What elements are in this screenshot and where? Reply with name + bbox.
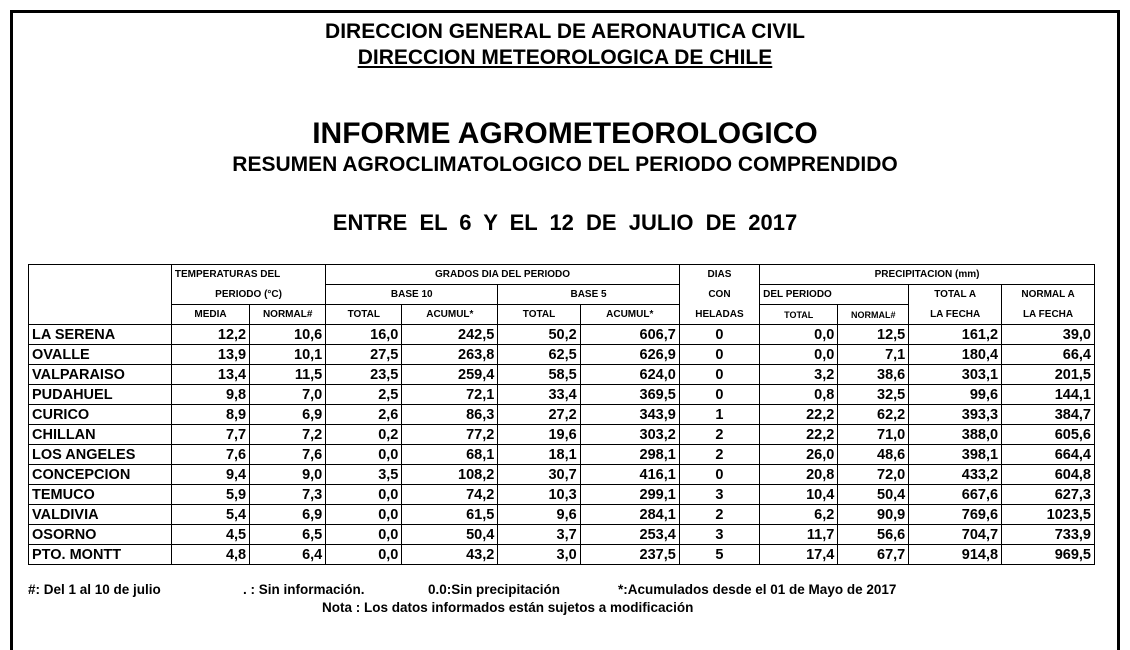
table-cell: 144,1	[1002, 385, 1095, 405]
table-cell: 4,5	[171, 525, 249, 545]
table-cell: 50,4	[838, 485, 909, 505]
table-cell: 10,6	[250, 325, 326, 345]
table-cell: 17,4	[760, 545, 838, 565]
table-cell: 3,7	[498, 525, 580, 545]
table-cell: 303,2	[580, 425, 679, 445]
table-cell: 263,8	[402, 345, 498, 365]
table-cell: 3	[679, 485, 759, 505]
header-acumul-base10: ACUMUL*	[402, 305, 498, 325]
footnote-nota: Nota : Los datos informados están sujetos a modificación	[322, 600, 694, 615]
table-cell: 62,5	[498, 345, 580, 365]
table-cell: 3,0	[498, 545, 580, 565]
table-cell: 3	[679, 525, 759, 545]
table-cell: 43,2	[402, 545, 498, 565]
table-cell: 664,4	[1002, 445, 1095, 465]
header-temp-2: PERIODO (°C)	[171, 285, 325, 305]
table-cell: 26,0	[760, 445, 838, 465]
table-cell: 71,0	[838, 425, 909, 445]
table-cell: 99,6	[909, 385, 1002, 405]
table-cell: 733,9	[1002, 525, 1095, 545]
table-cell: 23,5	[326, 365, 402, 385]
table-row	[29, 525, 1095, 545]
header-total-base10: TOTAL	[326, 305, 402, 325]
table-cell: 11,7	[760, 525, 838, 545]
table-cell: 33,4	[498, 385, 580, 405]
station-name: VALDIVIA	[29, 505, 172, 525]
table-cell: 667,6	[909, 485, 1002, 505]
table-cell: 58,5	[498, 365, 580, 385]
table-cell: 0,0	[760, 325, 838, 345]
table-cell: 0,0	[326, 445, 402, 465]
table-cell: 416,1	[580, 465, 679, 485]
table-cell: 398,1	[909, 445, 1002, 465]
table-cell: 0,0	[326, 505, 402, 525]
table-cell: 4,8	[171, 545, 249, 565]
table-cell: 6,9	[250, 405, 326, 425]
table-cell: 8,9	[171, 405, 249, 425]
table-cell: 384,7	[1002, 405, 1095, 425]
table-cell: 237,5	[580, 545, 679, 565]
table-row	[29, 345, 1095, 365]
header-dias-3: HELADAS	[679, 305, 759, 325]
table-cell: 62,2	[838, 405, 909, 425]
table-cell: 7,6	[250, 445, 326, 465]
footnote-no-info: . : Sin información.	[243, 582, 365, 597]
table-cell: 704,7	[909, 525, 1002, 545]
table-cell: 13,9	[171, 345, 249, 365]
header-acumul-base5: ACUMUL*	[580, 305, 679, 325]
table-cell: 161,2	[909, 325, 1002, 345]
table-cell: 0,2	[326, 425, 402, 445]
table-cell: 606,7	[580, 325, 679, 345]
table-cell: 18,1	[498, 445, 580, 465]
table-cell: 2,5	[326, 385, 402, 405]
table-cell: 10,4	[760, 485, 838, 505]
table-cell: 299,1	[580, 485, 679, 505]
header-total-precip: TOTAL	[760, 305, 838, 325]
station-name: PTO. MONTT	[29, 545, 172, 565]
table-cell: 9,0	[250, 465, 326, 485]
header-precip: PRECIPITACION (mm)	[760, 265, 1095, 285]
table-cell: 72,0	[838, 465, 909, 485]
header-temp-1: TEMPERATURAS DEL	[171, 265, 325, 285]
table-cell: 20,8	[760, 465, 838, 485]
table-cell: 50,2	[498, 325, 580, 345]
table-cell: 86,3	[402, 405, 498, 425]
table-cell: 303,1	[909, 365, 1002, 385]
table-cell: 68,1	[402, 445, 498, 465]
table-cell: 6,4	[250, 545, 326, 565]
header-dias-1: DIAS	[679, 265, 759, 285]
header-total-a-1: TOTAL A	[909, 285, 1002, 305]
table-cell: 30,7	[498, 465, 580, 485]
footnote-hash: #: Del 1 al 10 de julio	[28, 582, 161, 597]
table-cell: 0	[679, 365, 759, 385]
table-cell: 13,4	[171, 365, 249, 385]
station-name: CURICO	[29, 405, 172, 425]
station-name: VALPARAISO	[29, 365, 172, 385]
table-row	[29, 485, 1095, 505]
agro-summary-table	[28, 264, 1095, 565]
header-normal-a-1: NORMAL A	[1002, 285, 1095, 305]
table-cell: 0,0	[326, 485, 402, 505]
table-cell: 284,1	[580, 505, 679, 525]
header-normal-precip: NORMAL#	[838, 305, 909, 325]
table-row	[29, 405, 1095, 425]
header-dias-2: CON	[679, 285, 759, 305]
table-cell: 253,4	[580, 525, 679, 545]
table-cell: 7,0	[250, 385, 326, 405]
table-cell: 343,9	[580, 405, 679, 425]
table-cell: 627,3	[1002, 485, 1095, 505]
table-cell: 2,6	[326, 405, 402, 425]
table-cell: 9,4	[171, 465, 249, 485]
station-name: OSORNO	[29, 525, 172, 545]
table-cell: 626,9	[580, 345, 679, 365]
table-cell: 2	[679, 505, 759, 525]
table-cell: 1023,5	[1002, 505, 1095, 525]
table-cell: 0,0	[326, 545, 402, 565]
table-cell: 7,2	[250, 425, 326, 445]
table-cell: 66,4	[1002, 345, 1095, 365]
table-cell: 769,6	[909, 505, 1002, 525]
table-cell: 0	[679, 465, 759, 485]
table-cell: 27,2	[498, 405, 580, 425]
table-cell: 180,4	[909, 345, 1002, 365]
header-blank	[29, 265, 172, 285]
table-cell: 0	[679, 325, 759, 345]
table-cell: 201,5	[1002, 365, 1095, 385]
table-cell: 90,9	[838, 505, 909, 525]
table-cell: 39,0	[1002, 325, 1095, 345]
header-normal-a-2: LA FECHA	[1002, 305, 1095, 325]
table-body	[29, 325, 1095, 565]
table-cell: 12,5	[838, 325, 909, 345]
table-cell: 298,1	[580, 445, 679, 465]
table-cell: 61,5	[402, 505, 498, 525]
report-title: INFORME AGROMETEOROLOGICO	[312, 117, 818, 150]
station-name: OVALLE	[29, 345, 172, 365]
header-media: MEDIA	[171, 305, 249, 325]
table-row	[29, 325, 1095, 345]
table-cell: 72,1	[402, 385, 498, 405]
table-row	[29, 505, 1095, 525]
header-base10: BASE 10	[326, 285, 498, 305]
header-normal-temp: NORMAL#	[250, 305, 326, 325]
table-cell: 108,2	[402, 465, 498, 485]
header-grados: GRADOS DIA DEL PERIODO	[326, 265, 680, 285]
station-name: LA SERENA	[29, 325, 172, 345]
header-department: DIRECCION METEOROLOGICA DE CHILE	[357, 46, 773, 69]
table-cell: 3,5	[326, 465, 402, 485]
table-cell: 74,2	[402, 485, 498, 505]
table-row	[29, 465, 1095, 485]
table-cell: 0	[679, 385, 759, 405]
station-name: CHILLAN	[29, 425, 172, 445]
table-cell: 914,8	[909, 545, 1002, 565]
station-name: LOS ANGELES	[29, 445, 172, 465]
footnote-accumulated: *:Acumulados desde el 01 de Mayo de 2017	[618, 582, 897, 597]
header-blank-3	[29, 305, 172, 325]
station-name: PUDAHUEL	[29, 385, 172, 405]
table-cell: 67,7	[838, 545, 909, 565]
table-cell: 2	[679, 425, 759, 445]
table-cell: 22,2	[760, 425, 838, 445]
table-cell: 5,4	[171, 505, 249, 525]
table-cell: 9,8	[171, 385, 249, 405]
table-cell: 604,8	[1002, 465, 1095, 485]
table-cell: 19,6	[498, 425, 580, 445]
table-cell: 3,2	[760, 365, 838, 385]
table-cell: 5	[679, 545, 759, 565]
table-cell: 388,0	[909, 425, 1002, 445]
table-cell: 0,0	[326, 525, 402, 545]
table-cell: 605,6	[1002, 425, 1095, 445]
table-cell: 7,1	[838, 345, 909, 365]
footnote-no-precip: 0.0:Sin precipitación	[428, 582, 561, 597]
table-cell: 6,9	[250, 505, 326, 525]
table-cell: 10,1	[250, 345, 326, 365]
table-cell: 38,6	[838, 365, 909, 385]
table-cell: 0,0	[760, 345, 838, 365]
table-cell: 77,2	[402, 425, 498, 445]
table-row	[29, 425, 1095, 445]
table-cell: 10,3	[498, 485, 580, 505]
table-row	[29, 385, 1095, 405]
table-cell: 393,3	[909, 405, 1002, 425]
table-row	[29, 365, 1095, 385]
table-cell: 1	[679, 405, 759, 425]
header-total-a-2: LA FECHA	[909, 305, 1002, 325]
table-cell: 9,6	[498, 505, 580, 525]
table-cell: 6,2	[760, 505, 838, 525]
table-cell: 6,5	[250, 525, 326, 545]
table-cell: 969,5	[1002, 545, 1095, 565]
table-cell: 12,2	[171, 325, 249, 345]
table-cell: 0,8	[760, 385, 838, 405]
header-del-periodo: DEL PERIODO	[760, 285, 909, 305]
header-total-base5: TOTAL	[498, 305, 580, 325]
table-row	[29, 545, 1095, 565]
station-name: CONCEPCION	[29, 465, 172, 485]
table-cell: 7,7	[171, 425, 249, 445]
table-cell: 259,4	[402, 365, 498, 385]
table-cell: 50,4	[402, 525, 498, 545]
table-cell: 5,9	[171, 485, 249, 505]
table-cell: 433,2	[909, 465, 1002, 485]
table-cell: 48,6	[838, 445, 909, 465]
table-cell: 16,0	[326, 325, 402, 345]
station-name: TEMUCO	[29, 485, 172, 505]
table-cell: 624,0	[580, 365, 679, 385]
table-cell: 2	[679, 445, 759, 465]
table-cell: 22,2	[760, 405, 838, 425]
header-agency: DIRECCION GENERAL DE AERONAUTICA CIVIL	[325, 20, 805, 43]
table-cell: 56,6	[838, 525, 909, 545]
report-period: ENTRE EL 6 Y EL 12 DE JULIO DE 2017	[332, 210, 798, 235]
table-cell: 7,6	[171, 445, 249, 465]
table-cell: 7,3	[250, 485, 326, 505]
table-cell: 369,5	[580, 385, 679, 405]
header-blank-2	[29, 285, 172, 305]
table-cell: 32,5	[838, 385, 909, 405]
table-cell: 242,5	[402, 325, 498, 345]
table-cell: 0	[679, 345, 759, 365]
table-row	[29, 445, 1095, 465]
table-cell: 11,5	[250, 365, 326, 385]
report-subtitle: RESUMEN AGROCLIMATOLOGICO DEL PERIODO COMPRENDIDO	[232, 153, 898, 176]
table-cell: 27,5	[326, 345, 402, 365]
header-base5: BASE 5	[498, 285, 679, 305]
